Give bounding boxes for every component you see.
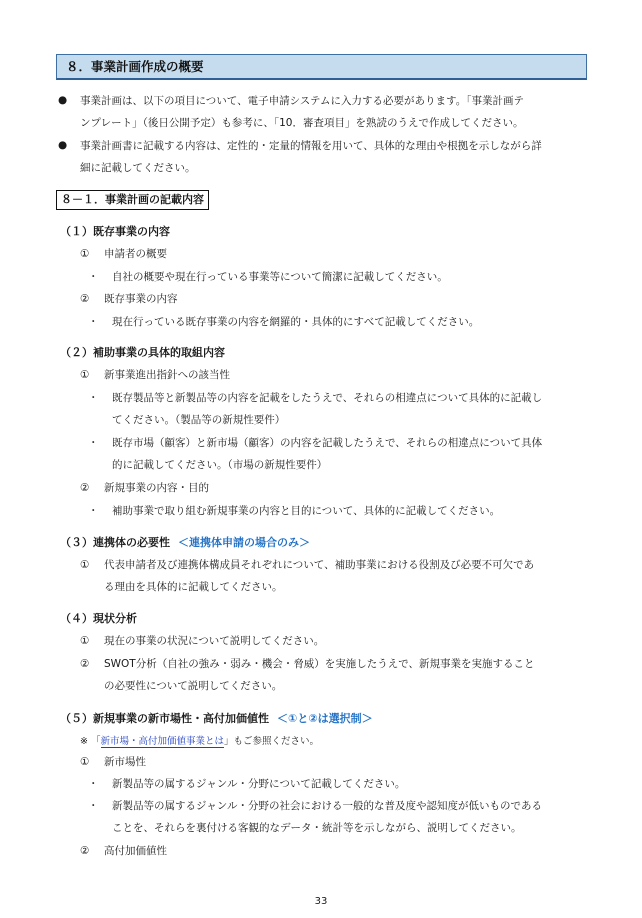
item-2-1-detail-b-line-1: 既存市場（顧客）と新市場（顧客）の内容を記載したうえで、それらの相違点について具体 xyxy=(112,437,543,449)
intro-bullet-2-line-1: 事業計画書に記載する内容は、定性的・定量的情報を用いて、具体的な理由や根拠を示しながら詳 xyxy=(80,140,542,152)
note-open-bracket: 「 xyxy=(91,736,101,747)
item-1-2: 既存事業の内容 xyxy=(104,293,178,305)
item-2-1-detail-a-line-2: てください。（製品等の新規性要件） xyxy=(112,414,286,426)
item-number: ② xyxy=(80,293,90,305)
item-number: ① xyxy=(80,248,90,260)
item-2-2: 新規事業の内容・目的 xyxy=(104,482,209,494)
item-3-1-line-1: 代表申請者及び連携体構成員それぞれについて、補助事業における役割及び必要不可欠であ xyxy=(104,559,535,571)
item-2-1: 新事業進出指針への該当性 xyxy=(104,369,230,381)
heading-4: （４）現状分析 xyxy=(60,612,137,625)
item-number: ① xyxy=(80,559,90,571)
dot-icon: ・ xyxy=(88,437,99,449)
item-2-1-detail-b-line-2: 的に記載してください。（市場の新規性要件） xyxy=(112,459,328,471)
intro-bullet-1-line-2: ンプレート」（後日公開予定）も参考に、「10．審査項目」を熟読のうえで作成してください。 xyxy=(80,117,524,129)
item-1-1-detail: 自社の概要や現在行っている事業等について簡潔に記載してください。 xyxy=(112,271,448,283)
heading-2: （２）補助事業の具体的取組内容 xyxy=(60,346,225,359)
subsection-heading: ８－１．事業計画の記載内容 xyxy=(56,190,209,210)
heading-5 xyxy=(60,711,373,726)
heading-5-text: （５）新規事業の新市場性・高付加価値性 xyxy=(60,712,269,725)
item-number: ② xyxy=(80,482,90,494)
dot-icon: ・ xyxy=(88,316,99,328)
heading-3-text: （３）連携体の必要性 xyxy=(60,536,170,549)
dot-icon: ・ xyxy=(88,271,99,283)
item-5-1-detail-a: 新製品等の属するジャンル・分野について記載してください。 xyxy=(112,778,406,790)
bullet-icon: ● xyxy=(58,94,68,106)
item-5-2: 高付加価値性 xyxy=(104,845,167,857)
section-heading: ８．事業計画作成の概要 xyxy=(56,54,587,80)
item-5-1-detail-b-line-1: 新製品等の属するジャンル・分野の社会における一般的な普及度や認知度が低いものである xyxy=(112,800,543,812)
note-mark: ※ xyxy=(80,736,88,747)
heading-3-note: ＜連携体申請の場合のみ＞ xyxy=(178,536,310,549)
item-1-1: 申請者の概要 xyxy=(104,248,167,260)
reference-link[interactable]: 新市場・高付加価値事業とは xyxy=(100,736,225,747)
note-suffix: 」もご参照ください。 xyxy=(224,736,320,747)
dot-icon: ・ xyxy=(88,392,99,404)
item-number: ② xyxy=(80,845,90,857)
reference-note xyxy=(80,735,319,749)
dot-icon: ・ xyxy=(88,778,99,790)
heading-3 xyxy=(60,535,310,550)
intro-bullet-1-line-1: 事業計画は、以下の項目について、電子申請システムに入力する必要があります。「事業計画テ xyxy=(80,95,524,107)
item-number: ① xyxy=(80,756,90,768)
intro-bullet-2-line-2: 細に記載してください。 xyxy=(80,162,196,174)
item-2-2-detail: 補助事業で取り組む新規事業の内容と目的について、具体的に記載してください。 xyxy=(112,505,501,517)
heading-1: （１）既存事業の内容 xyxy=(60,225,170,238)
item-2-1-detail-a-line-1: 既存製品等と新製品等の内容を記載をしたうえで、それらの相違点について具体的に記載し xyxy=(112,392,543,404)
item-1-2-detail: 現在行っている既存事業の内容を網羅的・具体的にすべて記載してください。 xyxy=(112,316,480,328)
dot-icon: ・ xyxy=(88,800,99,812)
page-number: 33 xyxy=(314,896,328,907)
bullet-icon: ● xyxy=(58,139,68,151)
item-number: ① xyxy=(80,369,90,381)
item-4-2-line-1: SWOT分析（自社の強み・弱み・機会・脅威）を実施したうえで、新規事業を実施すること xyxy=(104,658,535,670)
item-4-2-line-2: の必要性について説明してください。 xyxy=(104,680,283,692)
item-5-1: 新市場性 xyxy=(104,756,146,768)
item-5-1-detail-b-line-2: ことを、それらを裏付ける客観的なデータ・統計等を示しながら、説明してください。 xyxy=(112,822,522,834)
heading-5-note: ＜①と②は選択制＞ xyxy=(277,712,373,725)
item-3-1-line-2: る理由を具体的に記載してください。 xyxy=(104,581,283,593)
item-number: ② xyxy=(80,658,90,670)
item-4-1: 現在の事業の状況について説明してください。 xyxy=(104,635,325,647)
dot-icon: ・ xyxy=(88,505,99,517)
item-number: ① xyxy=(80,635,90,647)
